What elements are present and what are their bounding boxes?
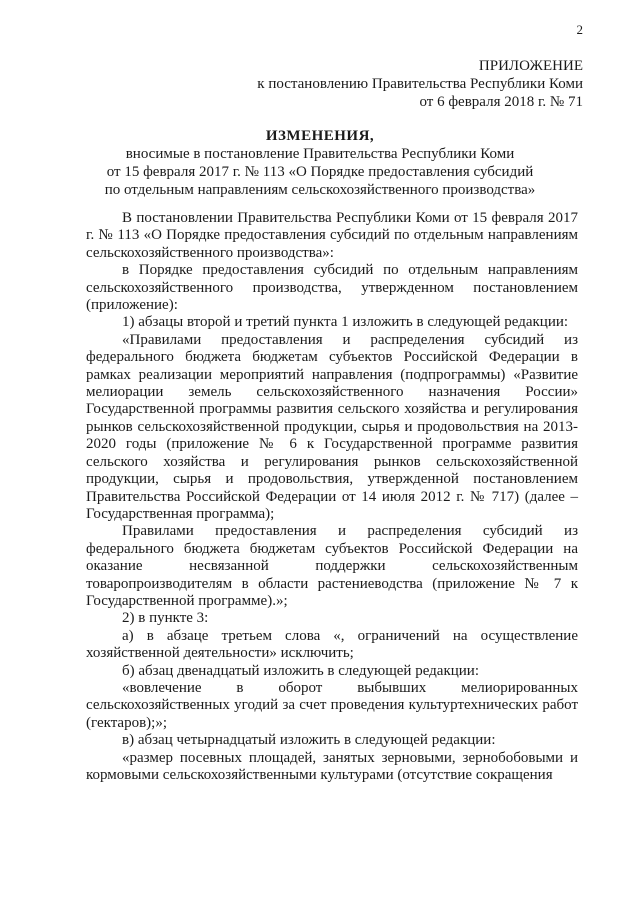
document-heading: [0, 127, 640, 199]
body-paragraph: а) в абзаце третьем слова «, ограничений на осуществление хозяйственной деятельности» исключить;: [86, 627, 578, 662]
heading-line-3: по отдельным направлениям сельскохозяйственного производства»: [104, 182, 536, 198]
body-paragraph: «размер посевных площадей, занятых зерновыми, зернобобовыми и кормовыми сельскохозяйственными культурами (отсутствие сокращения: [86, 749, 578, 783]
heading-line-2: от 15 февраля 2017 г. № 113 «О Порядке предоставления субсидий: [106, 164, 534, 180]
body-paragraph: 1) абзацы второй и третий пункта 1 изложить в следующей редакции:: [122, 314, 569, 331]
appendix-block: [257, 57, 583, 111]
body-paragraph: Правилами предоставления и распределения субсидий из федерального бюджета бюджетам субъектов Российской Федерации на оказание несвязанной поддержки сельскохозяйственным товаропроизводителям в области растениеводства (приложение № 7 к Государственной программе).»;: [86, 523, 578, 609]
heading-line-1: вносимые в постановление Правительства Республики Коми: [125, 146, 515, 162]
body-paragraph: б) абзац двенадцатый изложить в следующей редакции:: [122, 662, 479, 679]
body-paragraph: 2) в пункте 3:: [122, 610, 209, 627]
body-paragraph: в) абзац четырнадцатый изложить в следующей редакции:: [122, 732, 496, 749]
appendix-title: ПРИЛОЖЕНИЕ: [478, 58, 583, 74]
body-paragraph: В постановлении Правительства Республики Коми от 15 февраля 2017 г. № 113 «О Порядке предоставления субсидий по отдельным направлениям сельскохозяйственного производства»:: [86, 210, 578, 261]
appendix-resolution-line: к постановлению Правительства Республики Коми: [257, 76, 583, 92]
document-body: [86, 210, 578, 784]
page-number: 2: [576, 22, 583, 37]
body-paragraph: «вовлечение в оборот выбывших мелиорированных сельскохозяйственных угодий за счет проведения культуртехнических работ (гектаров);»;: [86, 679, 578, 731]
appendix-date-line: от 6 февраля 2018 г. № 71: [419, 94, 583, 110]
body-paragraph: «Правилами предоставления и распределения субсидий из федерального бюджета бюджетам субъектов Российской Федерации в рамках реализации мероприятий направления (подпрограммы) «Развитие мелиорации земель сельскохозяйственного назначения России» Государственной программы развития сельского хозяйства и регулирования рынков сельскохозяйственной продукции, сырья и продовольствия на 2013-2020 годы (приложение № 6 к Государственной программе развития сельского хозяйства и регулирования рынков сельскохозяйственной продукции, сырья и продовольствия, утвержденной постановлением Правительства Российской Федерации от 14 июля 2012 г. № 717) (далее – Государственная программа);: [86, 331, 578, 522]
heading-title: ИЗМЕНЕНИЯ,: [265, 128, 375, 144]
body-paragraph: в Порядке предоставления субсидий по отдельным направлениям сельскохозяйственного производства, утвержденном постановлением (приложение):: [86, 262, 578, 314]
